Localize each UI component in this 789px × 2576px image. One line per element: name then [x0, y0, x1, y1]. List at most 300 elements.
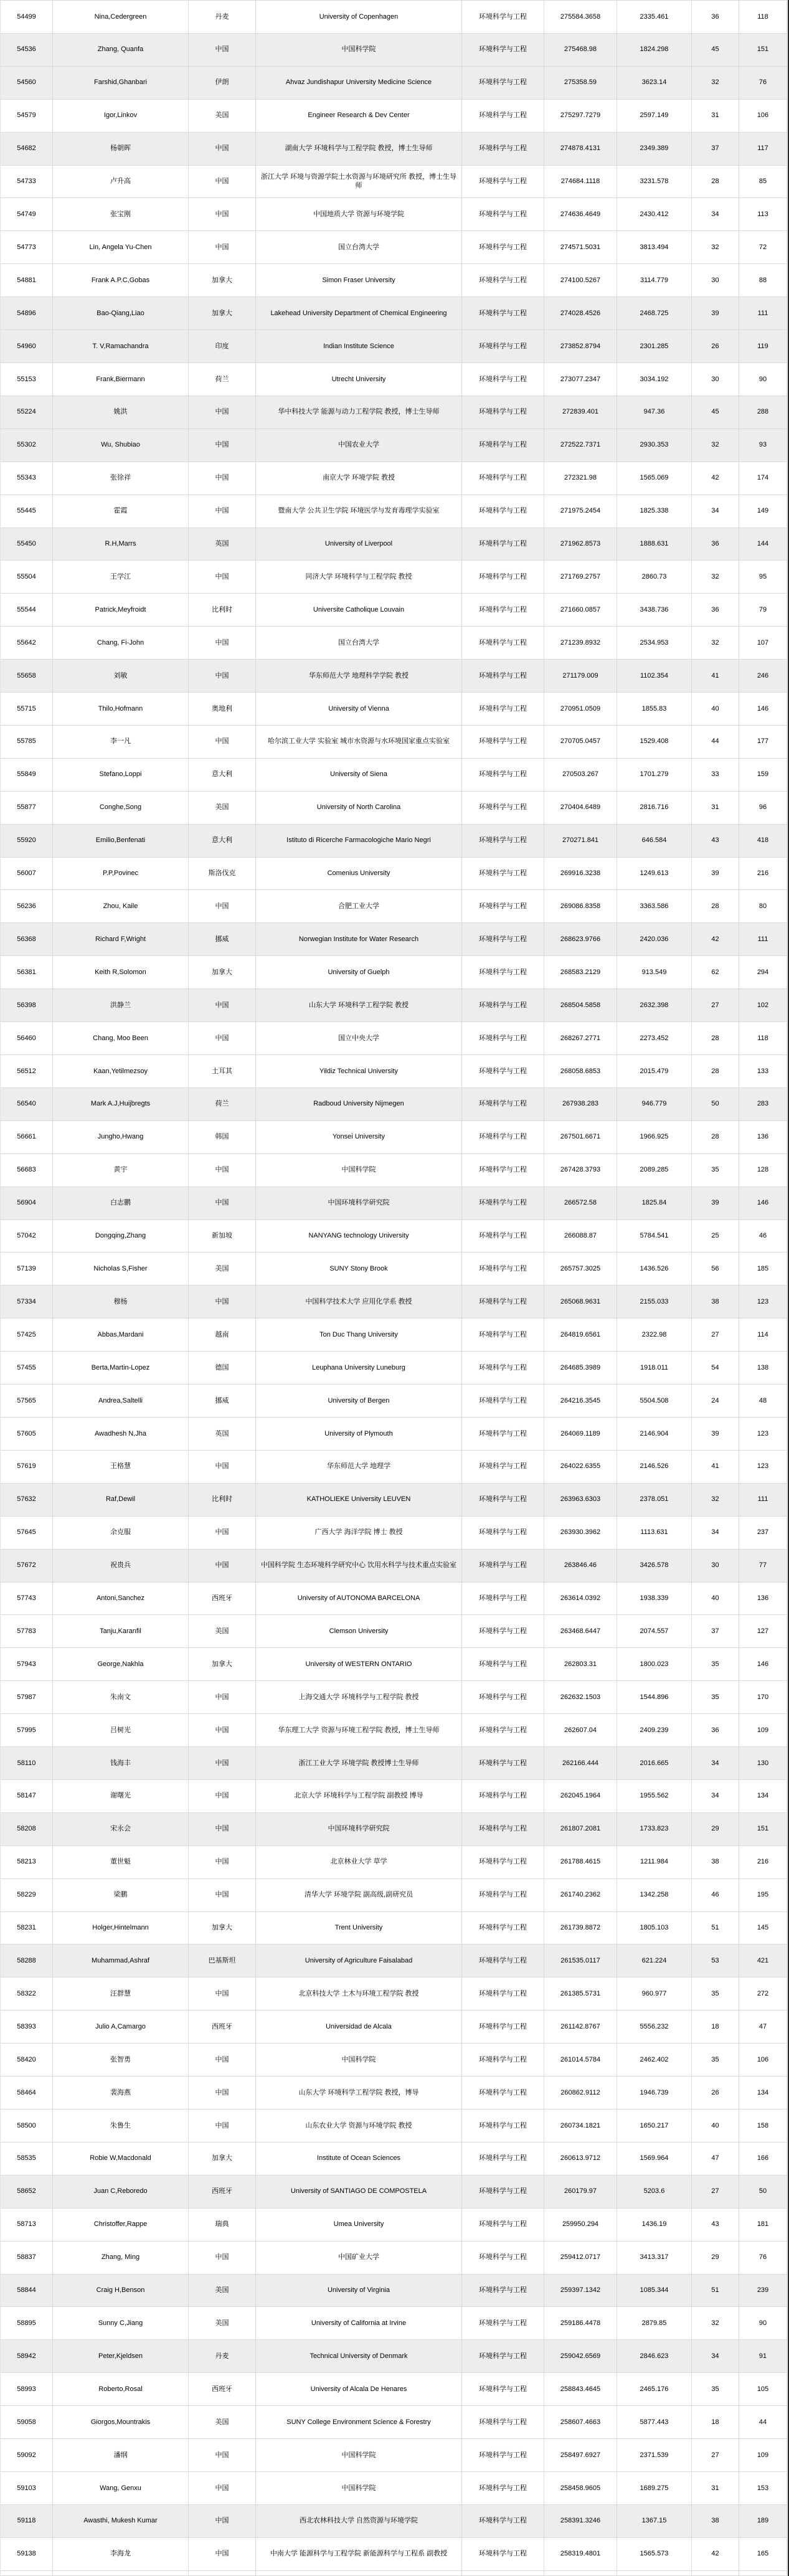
cell-country: 中国: [189, 34, 256, 67]
cell-discipline: 环境科学与工程: [462, 528, 544, 561]
cell-country: 荷兰: [189, 363, 256, 396]
table-row: [1, 2373, 787, 2406]
cell-avg-cites: 5556.232: [617, 2010, 692, 2043]
cell-country: 中国: [189, 429, 256, 462]
table-row: [1, 825, 787, 858]
cell-count-b: 107: [739, 627, 787, 660]
cell-discipline: 环境科学与工程: [462, 1780, 544, 1813]
cell-researcher-id: 55920: [1, 825, 53, 858]
cell-researcher-name: 白志鹏: [53, 1187, 189, 1220]
cell-discipline: 环境科学与工程: [462, 396, 544, 429]
cell-count-a: 30: [692, 264, 739, 297]
cell-institution: Yonsei University: [256, 1121, 462, 1154]
cell-researcher-id: 55302: [1, 429, 53, 462]
cell-researcher-id: 56904: [1, 1187, 53, 1220]
cell-country: 美国: [189, 1615, 256, 1648]
cell-researcher-name: Emilio,Benfenati: [53, 825, 189, 858]
cell-discipline: 环境科学与工程: [462, 660, 544, 693]
cell-count-b: 158: [739, 2110, 787, 2143]
cell-avg-cites: 1102.354: [617, 660, 692, 693]
cell-researcher-name: Christoffer,Rappe: [53, 2209, 189, 2242]
cell-discipline: 环境科学与工程: [462, 2176, 544, 2209]
cell-avg-cites: 913.549: [617, 956, 692, 989]
cell-count-a: 27: [692, 989, 739, 1022]
cell-score: 258843.4645: [544, 2373, 617, 2406]
cell-researcher-name: Robie W,Macdonald: [53, 2143, 189, 2176]
cell-researcher-name: Awasthi, Mukesh Kumar: [53, 2505, 189, 2538]
cell-count-a: 32: [692, 429, 739, 462]
cell-researcher-name: 朱南文: [53, 1681, 189, 1714]
cell-count-b: 288: [739, 396, 787, 429]
cell-researcher-id: 58231: [1, 1912, 53, 1945]
cell-researcher-name: 洪静兰: [53, 989, 189, 1022]
cell-institution: 中国科学院: [256, 2043, 462, 2076]
table-row: [1, 100, 787, 133]
table-row: [1, 1681, 787, 1714]
cell-discipline: 环境科学与工程: [462, 2010, 544, 2043]
cell-count-b: 216: [739, 1846, 787, 1879]
cell-discipline: 环境科学与工程: [462, 2439, 544, 2472]
cell-discipline: 环境科学与工程: [462, 1187, 544, 1220]
cell-institution: Umea University: [256, 2209, 462, 2242]
cell-researcher-name: Tanju,Karanfil: [53, 1615, 189, 1648]
cell-researcher-id: 56661: [1, 1121, 53, 1154]
cell-researcher-name: Lin, Angela Yu-Chen: [53, 231, 189, 264]
cell-institution: 湖南大学 环境科学与工程学院 教授，博士生导师: [256, 133, 462, 166]
cell-count-b: 123: [739, 1418, 787, 1451]
cell-country: 加拿大: [189, 264, 256, 297]
cell-researcher-name: Frank A.P.C,Gobas: [53, 264, 189, 297]
cell-country: 中国: [189, 1286, 256, 1319]
cell-score: 258497.6927: [544, 2439, 617, 2472]
cell-score: 258319.4801: [544, 2538, 617, 2571]
cell-score: 267501.6671: [544, 1121, 617, 1154]
cell-discipline: 环境科学与工程: [462, 2043, 544, 2076]
cell-institution: 国立台湾大学: [256, 627, 462, 660]
cell-discipline: 环境科学与工程: [462, 1714, 544, 1747]
cell-count-b: 136: [739, 1583, 787, 1616]
table-row: [1, 1550, 787, 1583]
cell-score: 264819.6561: [544, 1319, 617, 1352]
cell-country: 中国: [189, 2076, 256, 2110]
cell-count-a: 51: [692, 2275, 739, 2308]
cell-discipline: 环境科学与工程: [462, 1583, 544, 1616]
table-row: [1, 1977, 787, 2010]
cell-institution: University of Plymouth: [256, 1418, 462, 1451]
table-row: [1, 264, 787, 297]
cell-score: 275358.59: [544, 67, 617, 100]
cell-count-a: 62: [692, 956, 739, 989]
cell-institution: Simon Fraser University: [256, 264, 462, 297]
cell-researcher-name: Chang, Fi-John: [53, 627, 189, 660]
cell-researcher-id: 55224: [1, 396, 53, 429]
cell-discipline: 环境科学与工程: [462, 1, 544, 34]
cell-discipline: 环境科学与工程: [462, 2242, 544, 2275]
cell-country: 中国: [189, 495, 256, 528]
cell-researcher-id: 55153: [1, 363, 53, 396]
cell-institution: Istituto di Ricerche Farmacologiche Mario Negri: [256, 825, 462, 858]
cell-count-a: 40: [692, 2110, 739, 2143]
cell-score: 274878.4131: [544, 133, 617, 166]
cell-count-a: 28: [692, 1055, 739, 1088]
cell-count-b: 130: [739, 1747, 787, 1780]
table-row: [1, 1747, 787, 1780]
cell-count-b: 106: [739, 100, 787, 133]
cell-country: 中国: [189, 231, 256, 264]
cell-researcher-id: 58147: [1, 1780, 53, 1813]
cell-researcher-name: 钱海丰: [53, 1747, 189, 1780]
cell-score: 268058.6853: [544, 1055, 617, 1088]
cell-score: 259186.4478: [544, 2307, 617, 2340]
table-row: [1, 1, 787, 34]
cell-researcher-name: Jungho,Hwang: [53, 1121, 189, 1154]
table-row: [1, 2110, 787, 2143]
cell-country: 加拿大: [189, 956, 256, 989]
cell-researcher-id: 57565: [1, 1385, 53, 1418]
cell-discipline: 环境科学与工程: [462, 1451, 544, 1484]
cell-avg-cites: 1529.408: [617, 726, 692, 759]
table-row: [1, 2472, 787, 2505]
cell-count-a: 56: [692, 1252, 739, 1286]
cell-discipline: 环境科学与工程: [462, 2373, 544, 2406]
table-row: [1, 1385, 787, 1418]
cell-avg-cites: 2349.389: [617, 133, 692, 166]
cell-count-b: 146: [739, 1187, 787, 1220]
cell-score: 260613.9712: [544, 2143, 617, 2176]
cell-count-b: 119: [739, 330, 787, 363]
cell-researcher-name: R.H,Marrs: [53, 528, 189, 561]
table-row: [1, 2143, 787, 2176]
cell-count-b: 106: [739, 2043, 787, 2076]
cell-score: 261788.4615: [544, 1846, 617, 1879]
cell-discipline: 环境科学与工程: [462, 231, 544, 264]
cell-researcher-id: 56381: [1, 956, 53, 989]
cell-researcher-name: Andrea,Saltelli: [53, 1385, 189, 1418]
cell-avg-cites: 3426.578: [617, 1550, 692, 1583]
cell-avg-cites: 1211.984: [617, 1846, 692, 1879]
cell-country: 中国: [189, 1977, 256, 2010]
cell-count-a: 36: [692, 594, 739, 627]
cell-score: 272522.7371: [544, 429, 617, 462]
cell-avg-cites: 1342.258: [617, 1879, 692, 1912]
cell-researcher-id: 54499: [1, 1, 53, 34]
cell-researcher-name: Mark A.J,Huijbregts: [53, 1088, 189, 1121]
cell-institution: Lakehead University Department of Chemical Engineering: [256, 297, 462, 330]
cell-discipline: 环境科学与工程: [462, 890, 544, 923]
cell-score: 260862.9112: [544, 2076, 617, 2110]
cell-institution: 中国科学院: [256, 1154, 462, 1187]
cell-institution: Clemson University: [256, 1615, 462, 1648]
table-row: [1, 1187, 787, 1220]
cell-count-a: 35: [692, 2043, 739, 2076]
cell-avg-cites: 1689.275: [617, 2472, 692, 2505]
cell-score: 270951.0509: [544, 693, 617, 726]
cell-country: 印度: [189, 330, 256, 363]
cell-institution: University of Agriculture Faisalabad: [256, 1944, 462, 1977]
cell-institution: NANYANG technology University: [256, 1220, 462, 1253]
cell-researcher-name: Holger,Hintelmann: [53, 1912, 189, 1945]
cell-discipline: 环境科学与工程: [462, 198, 544, 231]
cell-discipline: 环境科学与工程: [462, 2538, 544, 2571]
cell-avg-cites: 621.224: [617, 1944, 692, 1977]
cell-count-a: 36: [692, 1, 739, 34]
cell-count-a: 39: [692, 1418, 739, 1451]
cell-count-b: 134: [739, 1780, 787, 1813]
cell-score: 260179.97: [544, 2176, 617, 2209]
cell-institution: Yildiz Technical University: [256, 1055, 462, 1088]
cell-researcher-name: Thilo,Hofmann: [53, 693, 189, 726]
cell-score: 261807.2081: [544, 1813, 617, 1846]
cell-score: 272839.401: [544, 396, 617, 429]
cell-researcher-id: 54881: [1, 264, 53, 297]
cell-count-b: 93: [739, 429, 787, 462]
cell-country: 中国: [189, 1714, 256, 1747]
cell-country: 中国: [189, 1022, 256, 1055]
cell-count-b: 91: [739, 2340, 787, 2373]
cell-count-a: 33: [692, 759, 739, 792]
cell-avg-cites: 1825.84: [617, 1187, 692, 1220]
cell-avg-cites: 1113.631: [617, 1517, 692, 1550]
cell-count-b: 113: [739, 198, 787, 231]
cell-researcher-id: 54896: [1, 297, 53, 330]
cell-institution: 哈尔滨工业大学 实验室 城市水资源与水环境国家重点实验室: [256, 726, 462, 759]
cell-discipline: 环境科学与工程: [462, 1648, 544, 1681]
empty-cell: [692, 2571, 739, 2576]
cell-researcher-name: P.P,Povinec: [53, 858, 189, 891]
table-row: [1, 429, 787, 462]
empty-cell: [739, 2571, 787, 2576]
cell-count-b: 105: [739, 2373, 787, 2406]
cell-country: 奥地利: [189, 693, 256, 726]
cell-researcher-name: Zhou, Kaile: [53, 890, 189, 923]
cell-avg-cites: 2089.285: [617, 1154, 692, 1187]
cell-count-a: 32: [692, 67, 739, 100]
cell-researcher-id: 58213: [1, 1846, 53, 1879]
cell-discipline: 环境科学与工程: [462, 1286, 544, 1319]
cell-discipline: 环境科学与工程: [462, 2110, 544, 2143]
cell-count-a: 34: [692, 2340, 739, 2373]
cell-count-a: 34: [692, 1517, 739, 1550]
cell-count-a: 53: [692, 1944, 739, 1977]
table-row: [1, 759, 787, 792]
cell-country: 中国: [189, 2505, 256, 2538]
cell-avg-cites: 2371.539: [617, 2439, 692, 2472]
cell-count-b: 272: [739, 1977, 787, 2010]
cell-avg-cites: 2378.051: [617, 1484, 692, 1517]
cell-institution: Radboud University Nijmegen: [256, 1088, 462, 1121]
cell-discipline: 环境科学与工程: [462, 1615, 544, 1648]
cell-score: 259397.1342: [544, 2275, 617, 2308]
cell-researcher-name: Wu, Shubiao: [53, 429, 189, 462]
cell-institution: Universidad de Alcala: [256, 2010, 462, 2043]
cell-institution: 同济大学 环境科学与工程学院 教授: [256, 561, 462, 594]
cell-country: 美国: [189, 100, 256, 133]
cell-institution: University of Copenhagen: [256, 1, 462, 34]
cell-discipline: 环境科学与工程: [462, 1252, 544, 1286]
cell-score: 266572.58: [544, 1187, 617, 1220]
table-row: [1, 858, 787, 891]
cell-institution: 中国矿业大学: [256, 2242, 462, 2275]
cell-researcher-id: 54579: [1, 100, 53, 133]
cell-count-a: 28: [692, 166, 739, 199]
cell-researcher-name: 张智勇: [53, 2043, 189, 2076]
cell-count-b: 181: [739, 2209, 787, 2242]
cell-score: 261535.0117: [544, 1944, 617, 1977]
cell-country: 中国: [189, 2242, 256, 2275]
cell-count-a: 28: [692, 890, 739, 923]
cell-country: 中国: [189, 462, 256, 495]
cell-researcher-name: Raf,Dewil: [53, 1484, 189, 1517]
cell-institution: University of Alcala De Henares: [256, 2373, 462, 2406]
table-row: [1, 528, 787, 561]
cell-count-b: 144: [739, 528, 787, 561]
cell-researcher-name: 朱鲁生: [53, 2110, 189, 2143]
cell-institution: Leuphana University Luneburg: [256, 1352, 462, 1385]
cell-count-a: 28: [692, 1022, 739, 1055]
cell-count-b: 185: [739, 1252, 787, 1286]
cell-score: 265068.9631: [544, 1286, 617, 1319]
cell-discipline: 环境科学与工程: [462, 1319, 544, 1352]
cell-researcher-id: 58288: [1, 1944, 53, 1977]
table-row: [1, 1912, 787, 1945]
cell-count-b: 239: [739, 2275, 787, 2308]
table-row: [1, 2275, 787, 2308]
cell-count-a: 26: [692, 330, 739, 363]
cell-count-a: 47: [692, 2143, 739, 2176]
cell-avg-cites: 2534.953: [617, 627, 692, 660]
cell-institution: 华东师范大学 地理学: [256, 1451, 462, 1484]
cell-avg-cites: 1946.739: [617, 2076, 692, 2110]
cell-institution: Institute of Ocean Sciences: [256, 2143, 462, 2176]
cell-researcher-name: 梁鹏: [53, 1879, 189, 1912]
cell-institution: 中南大学 能源科学与工程学院 新能源科学与工程系 副教授: [256, 2538, 462, 2571]
table-row: [1, 1319, 787, 1352]
cell-count-a: 42: [692, 2538, 739, 2571]
cell-score: 262632.1503: [544, 1681, 617, 1714]
cell-count-b: 138: [739, 1352, 787, 1385]
cell-count-b: 123: [739, 1286, 787, 1319]
cell-avg-cites: 1825.338: [617, 495, 692, 528]
cell-researcher-id: 56236: [1, 890, 53, 923]
cell-score: 264069.1189: [544, 1418, 617, 1451]
cell-count-a: 34: [692, 198, 739, 231]
cell-score: 259412.0717: [544, 2242, 617, 2275]
table-row: [1, 1780, 787, 1813]
cell-institution: 上海交通大学 环境科学与工程学院 教授: [256, 1681, 462, 1714]
cell-avg-cites: 2879.85: [617, 2307, 692, 2340]
cell-institution: University of Siena: [256, 759, 462, 792]
cell-discipline: 环境科学与工程: [462, 2505, 544, 2538]
cell-institution: 华东理工大学 资源与环境工程学院 教授，博士生导师: [256, 1714, 462, 1747]
cell-researcher-name: 黄宇: [53, 1154, 189, 1187]
table-row: [1, 2439, 787, 2472]
cell-count-a: 36: [692, 528, 739, 561]
cell-avg-cites: 1436.19: [617, 2209, 692, 2242]
cell-researcher-id: 57455: [1, 1352, 53, 1385]
cell-avg-cites: 2468.725: [617, 297, 692, 330]
cell-researcher-id: 57042: [1, 1220, 53, 1253]
table-row: [1, 1286, 787, 1319]
cell-researcher-id: 55544: [1, 594, 53, 627]
cell-avg-cites: 1650.217: [617, 2110, 692, 2143]
cell-country: 挪威: [189, 923, 256, 956]
cell-researcher-id: 56512: [1, 1055, 53, 1088]
cell-researcher-id: 58942: [1, 2340, 53, 2373]
cell-researcher-id: 58535: [1, 2143, 53, 2176]
cell-discipline: 环境科学与工程: [462, 429, 544, 462]
cell-country: 中国: [189, 1846, 256, 1879]
cell-country: 中国: [189, 726, 256, 759]
cell-researcher-name: Antoni,Sanchez: [53, 1583, 189, 1616]
cell-institution: Indian Institute Science: [256, 330, 462, 363]
cell-score: 274100.5267: [544, 264, 617, 297]
cell-country: 中国: [189, 1154, 256, 1187]
cell-researcher-name: 王格慧: [53, 1451, 189, 1484]
cell-avg-cites: 3438.736: [617, 594, 692, 627]
cell-discipline: 环境科学与工程: [462, 67, 544, 100]
cell-country: 中国: [189, 396, 256, 429]
cell-country: 西班牙: [189, 2373, 256, 2406]
cell-researcher-id: 54560: [1, 67, 53, 100]
table-row: [1, 627, 787, 660]
cell-avg-cites: 3363.586: [617, 890, 692, 923]
cell-institution: SUNY College Environment Science & Forestry: [256, 2406, 462, 2439]
cell-researcher-id: 58464: [1, 2076, 53, 2110]
cell-researcher-name: Julio A,Camargo: [53, 2010, 189, 2043]
cell-institution: KATHOLIEKE University LEUVEN: [256, 1484, 462, 1517]
cell-count-a: 35: [692, 2373, 739, 2406]
cell-researcher-id: 58993: [1, 2373, 53, 2406]
cell-avg-cites: 960.977: [617, 1977, 692, 2010]
cell-count-b: 170: [739, 1681, 787, 1714]
table-row: [1, 396, 787, 429]
table-row: [1, 693, 787, 726]
cell-count-b: 149: [739, 495, 787, 528]
cell-institution: 山东农业大学 资源与环境学院 教授: [256, 2110, 462, 2143]
table-row: [1, 561, 787, 594]
cell-researcher-id: 57783: [1, 1615, 53, 1648]
cell-country: 西班牙: [189, 1583, 256, 1616]
cell-researcher-name: 董世魁: [53, 1846, 189, 1879]
cell-score: 259950.294: [544, 2209, 617, 2242]
cell-count-a: 32: [692, 627, 739, 660]
cell-researcher-name: George,Nakhla: [53, 1648, 189, 1681]
cell-discipline: 环境科学与工程: [462, 1484, 544, 1517]
table-row: [1, 660, 787, 693]
cell-discipline: 环境科学与工程: [462, 34, 544, 67]
cell-count-a: 38: [692, 1846, 739, 1879]
cell-discipline: 环境科学与工程: [462, 1220, 544, 1253]
cell-score: 275297.7279: [544, 100, 617, 133]
cell-researcher-name: Zhang, Ming: [53, 2242, 189, 2275]
cell-avg-cites: 2322.98: [617, 1319, 692, 1352]
cell-score: 275584.3658: [544, 1, 617, 34]
cell-count-b: 111: [739, 1484, 787, 1517]
empty-cell: [189, 2571, 256, 2576]
cell-score: 263963.6303: [544, 1484, 617, 1517]
cell-researcher-name: Richard F,Wright: [53, 923, 189, 956]
cell-count-a: 45: [692, 396, 739, 429]
empty-cell: [53, 2571, 189, 2576]
cell-discipline: 环境科学与工程: [462, 1813, 544, 1846]
cell-count-b: 145: [739, 1912, 787, 1945]
cell-researcher-name: Zhang, Quanfa: [53, 34, 189, 67]
cell-score: 262166.444: [544, 1747, 617, 1780]
cell-researcher-name: 杨朝晖: [53, 133, 189, 166]
cell-country: 中国: [189, 1187, 256, 1220]
cell-count-a: 34: [692, 495, 739, 528]
cell-country: 中国: [189, 2110, 256, 2143]
